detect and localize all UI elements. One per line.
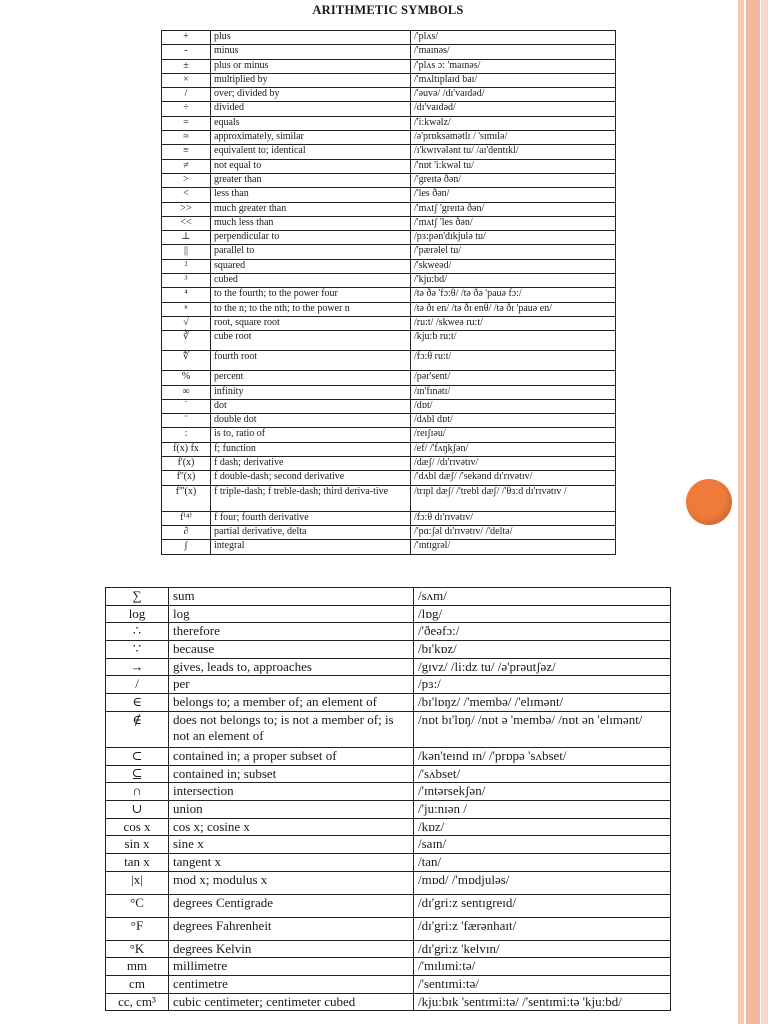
pronunciation-cell: /kju:bɪk 'sentɪmi:tə/ /'sentɪmi:tə 'kju:bd/ — [414, 993, 671, 1011]
table-row — [106, 818, 671, 836]
meaning-cell: degrees Kelvin — [169, 940, 414, 958]
table-row — [106, 747, 671, 765]
table-row — [162, 31, 616, 45]
pronunciation-cell: /reɪʃɪəu/ — [411, 428, 616, 442]
symbol-cell: ∫ — [162, 540, 211, 554]
table-row — [162, 540, 616, 554]
meaning-cell: intersection — [169, 783, 414, 801]
table-row — [162, 442, 616, 456]
symbol-cell: ∵ — [106, 641, 169, 659]
table-row — [162, 131, 616, 145]
symbol-cell: °C — [106, 894, 169, 917]
pronunciation-cell: /'plʌs ɔ: 'maɪnəs/ — [411, 59, 616, 73]
meaning-cell: infinity — [211, 385, 411, 399]
symbol-cell: ∪ — [106, 800, 169, 818]
pronunciation-cell: /'mʌltɪplaɪd baɪ/ — [411, 73, 616, 87]
pronunciation-cell: /'mɪlɪmi:tə/ — [414, 958, 671, 976]
table-row — [162, 116, 616, 130]
pronunciation-cell: /dɪ'gri:z 'færənhaɪt/ — [414, 917, 671, 940]
pronunciation-cell: /trɪpl dæʃ/ /'trebl dæʃ/ /'θɜ:d dɪ'rɪvətɪv / — [411, 485, 616, 511]
meaning-cell: approximately, similar — [211, 131, 411, 145]
pronunciation-cell: /ɪ'kwɪvələnt tu/ /aɪ'dentɪkl/ — [411, 145, 616, 159]
meaning-cell: contained in; subset — [169, 765, 414, 783]
meaning-cell: mod x; modulus x — [169, 871, 414, 894]
pronunciation-cell: /'plʌs/ — [411, 31, 616, 45]
symbol-cell: f'(x) — [162, 457, 211, 471]
pronunciation-cell: /'ɪntərsekʃən/ — [414, 783, 671, 801]
symbol-cell: ∂ — [162, 525, 211, 539]
orange-circle-ornament — [686, 479, 732, 525]
pronunciation-cell: /kju:b ru:t/ — [411, 331, 616, 351]
pronunciation-cell: /'əuvə/ /dɪ'vaɪdəd/ — [411, 88, 616, 102]
pronunciation-cell: /'maɪnəs/ — [411, 45, 616, 59]
pronunciation-cell: /dɪ'gri:z sentɪgreɪd/ — [414, 894, 671, 917]
symbol-cell: ∈ — [106, 694, 169, 712]
pronunciation-cell: /'pɑ:ʃəl dɪ'rɪvətɪv/ /'deltə/ — [411, 525, 616, 539]
meaning-cell: to the fourth; to the power four — [211, 288, 411, 302]
math-symbols-table — [105, 587, 671, 1011]
meaning-cell: integral — [211, 540, 411, 554]
symbol-cell: tan x — [106, 853, 169, 871]
pronunciation-cell: /'ðeəfɔ:/ — [414, 623, 671, 641]
symbol-cell: √ — [162, 316, 211, 330]
meaning-cell: union — [169, 800, 414, 818]
meaning-cell: minus — [211, 45, 411, 59]
pronunciation-cell: /'sʌbset/ — [414, 765, 671, 783]
symbol-cell: ⊆ — [106, 765, 169, 783]
pronunciation-cell: /pər'sent/ — [411, 371, 616, 385]
meaning-cell: does not belongs to; is not a member of; is not an element of — [169, 711, 414, 747]
symbol-cell: °K — [106, 940, 169, 958]
table-row — [162, 316, 616, 330]
table-row — [106, 711, 671, 747]
table-row — [162, 428, 616, 442]
meaning-cell: contained in; a proper subset of — [169, 747, 414, 765]
symbol-cell: ⁿ — [162, 302, 211, 316]
meaning-cell: to the n; to the nth; to the power n — [211, 302, 411, 316]
table-row — [106, 658, 671, 676]
meaning-cell: f double-dash; second derivative — [211, 471, 411, 485]
pronunciation-cell: /dɪ'vaɪdəd/ — [411, 102, 616, 116]
symbol-cell: cc, cm³ — [106, 993, 169, 1011]
table-row — [162, 485, 616, 511]
decorative-border-strip — [738, 0, 744, 1024]
symbol-cell: cos x — [106, 818, 169, 836]
table-row — [162, 274, 616, 288]
symbol-cell: f''(x) — [162, 471, 211, 485]
symbol-cell: ∩ — [106, 783, 169, 801]
meaning-cell: plus — [211, 31, 411, 45]
meaning-cell: double dot — [211, 414, 411, 428]
table-row — [106, 641, 671, 659]
pronunciation-cell: /'nɒt 'i:kwəl tu/ — [411, 159, 616, 173]
symbol-cell: |x| — [106, 871, 169, 894]
meaning-cell: log — [169, 605, 414, 623]
table-row — [162, 371, 616, 385]
pronunciation-cell: /kɒz/ — [414, 818, 671, 836]
symbol-cell: cm — [106, 976, 169, 994]
meaning-cell: much less than — [211, 216, 411, 230]
table-row — [162, 288, 616, 302]
table-row — [162, 188, 616, 202]
table-row — [162, 73, 616, 87]
meaning-cell: degrees Fahrenheit — [169, 917, 414, 940]
pronunciation-cell: /dɪ'gri:z 'kelvɪn/ — [414, 940, 671, 958]
table-row — [162, 511, 616, 525]
meaning-cell: cubic centimeter; centimeter cubed — [169, 993, 414, 1011]
table-row — [162, 259, 616, 273]
meaning-cell: plus or minus — [211, 59, 411, 73]
meaning-cell: much greater than — [211, 202, 411, 216]
meaning-cell: centimetre — [169, 976, 414, 994]
pronunciation-cell: /tan/ — [414, 853, 671, 871]
table-row — [106, 605, 671, 623]
pronunciation-cell: /'pærəlel tu/ — [411, 245, 616, 259]
symbol-cell: ∉ — [106, 711, 169, 747]
symbol-cell: ¨ — [162, 414, 211, 428]
table-row — [106, 623, 671, 641]
symbol-cell: ∛ — [162, 331, 211, 351]
symbol-cell: mm — [106, 958, 169, 976]
symbol-cell: f(x) fx — [162, 442, 211, 456]
pronunciation-cell: /'sentɪmi:tə/ — [414, 976, 671, 994]
pronunciation-cell: /pɜ:pən'dɪkjulə tu/ — [411, 231, 616, 245]
table-row — [162, 302, 616, 316]
meaning-cell: cube root — [211, 331, 411, 351]
table-row — [162, 331, 616, 351]
table-row — [162, 457, 616, 471]
table-row — [162, 102, 616, 116]
symbol-cell: ∞ — [162, 385, 211, 399]
table-row — [162, 385, 616, 399]
meaning-cell: less than — [211, 188, 411, 202]
symbol-cell: ∴ — [106, 623, 169, 641]
pronunciation-cell: /dʌbl dɒt/ — [411, 414, 616, 428]
symbol-cell: ≈ — [162, 131, 211, 145]
meaning-cell: f triple-dash; f treble-dash; third deriva-tive — [211, 485, 411, 511]
table-row — [106, 958, 671, 976]
symbol-cell: ∜ — [162, 351, 211, 371]
pronunciation-cell: /nɒt bɪ'lɒŋ/ /nɒt ə 'membə/ /nɒt ən 'elɪmənt/ — [414, 711, 671, 747]
meaning-cell: percent — [211, 371, 411, 385]
pronunciation-cell: /bɪ'lɒŋz/ /'membə/ /'elɪmənt/ — [414, 694, 671, 712]
meaning-cell: is to, ratio of — [211, 428, 411, 442]
pronunciation-cell: /gɪvz/ /li:dz tu/ /ə'prəutʃəz/ — [414, 658, 671, 676]
symbol-cell: = — [162, 116, 211, 130]
symbol-cell: : — [162, 428, 211, 442]
meaning-cell: sum — [169, 588, 414, 606]
pronunciation-cell: /mɒd/ /'mɒdjuləs/ — [414, 871, 671, 894]
symbol-cell: < — [162, 188, 211, 202]
table-row — [106, 676, 671, 694]
meaning-cell: perpendicular to — [211, 231, 411, 245]
symbol-cell: || — [162, 245, 211, 259]
meaning-cell: cubed — [211, 274, 411, 288]
symbol-cell: → — [106, 658, 169, 676]
symbol-cell: >> — [162, 202, 211, 216]
pronunciation-cell: /dɒt/ — [411, 399, 616, 413]
meaning-cell: f; function — [211, 442, 411, 456]
meaning-cell: equals — [211, 116, 411, 130]
symbol-cell: sin x — [106, 836, 169, 854]
table-row — [162, 414, 616, 428]
meaning-cell: gives, leads to, approaches — [169, 658, 414, 676]
table-row — [106, 800, 671, 818]
meaning-cell: f four; fourth derivative — [211, 511, 411, 525]
meaning-cell: squared — [211, 259, 411, 273]
table-row — [106, 765, 671, 783]
pronunciation-cell: /pɜ:/ — [414, 676, 671, 694]
meaning-cell: fourth root — [211, 351, 411, 371]
symbol-cell: ³ — [162, 274, 211, 288]
decorative-border-strip — [761, 0, 768, 1024]
table-row — [162, 471, 616, 485]
meaning-cell: sine x — [169, 836, 414, 854]
pronunciation-cell: /ef/ /'fʌŋkʃən/ — [411, 442, 616, 456]
pronunciation-cell: /ru:t/ /skweə ru:t/ — [411, 316, 616, 330]
table-row — [162, 245, 616, 259]
symbol-cell: ≡ — [162, 145, 211, 159]
symbol-cell: f'''(x) — [162, 485, 211, 511]
table-row — [162, 202, 616, 216]
pronunciation-cell: /ɪn'fɪnətɪ/ — [411, 385, 616, 399]
table-row — [162, 525, 616, 539]
symbol-cell: ≠ — [162, 159, 211, 173]
symbol-cell: ⁴ — [162, 288, 211, 302]
table-row — [106, 940, 671, 958]
pronunciation-cell: /ə'prɒksəmətlɪ / 'sɪmɪlə/ — [411, 131, 616, 145]
pronunciation-cell: /saɪn/ — [414, 836, 671, 854]
symbol-cell: ± — [162, 59, 211, 73]
meaning-cell: because — [169, 641, 414, 659]
table-row — [106, 917, 671, 940]
symbol-cell: / — [106, 676, 169, 694]
table-row — [162, 351, 616, 371]
symbol-cell: ∑ — [106, 588, 169, 606]
meaning-cell: therefore — [169, 623, 414, 641]
symbol-cell: ÷ — [162, 102, 211, 116]
symbol-cell: ⊥ — [162, 231, 211, 245]
symbol-cell: f⁽⁴⁾ — [162, 511, 211, 525]
symbol-cell: ˙ — [162, 399, 211, 413]
pronunciation-cell: /'i:kwəlz/ — [411, 116, 616, 130]
pronunciation-cell: /'dʌbl dæʃ/ /'sekənd dɪ'rɪvətɪv/ — [411, 471, 616, 485]
page-title: ARITHMETIC SYMBOLS — [312, 3, 464, 17]
meaning-cell: divided — [211, 102, 411, 116]
meaning-cell: over; divided by — [211, 88, 411, 102]
pronunciation-cell: /fɔ:θ ru:t/ — [411, 351, 616, 371]
table-row — [162, 45, 616, 59]
table-row — [162, 231, 616, 245]
symbol-cell: ² — [162, 259, 211, 273]
table-row — [106, 993, 671, 1011]
meaning-cell: millimetre — [169, 958, 414, 976]
table-row — [106, 836, 671, 854]
pronunciation-cell: /'greɪtə ðən/ — [411, 173, 616, 187]
meaning-cell: equivalent to; identical — [211, 145, 411, 159]
meaning-cell: f dash; derivative — [211, 457, 411, 471]
meaning-cell: partial derivative, delta — [211, 525, 411, 539]
pronunciation-cell: /'mʌtʃ 'greɪtə ðən/ — [411, 202, 616, 216]
pronunciation-cell: /'kju:bd/ — [411, 274, 616, 288]
pronunciation-cell: /'les ðən/ — [411, 188, 616, 202]
decorative-border-strip — [746, 0, 760, 1024]
table-row — [162, 399, 616, 413]
meaning-cell: parallel to — [211, 245, 411, 259]
table-row — [162, 59, 616, 73]
meaning-cell: greater than — [211, 173, 411, 187]
table-row — [162, 173, 616, 187]
symbol-cell: > — [162, 173, 211, 187]
symbol-cell: °F — [106, 917, 169, 940]
pronunciation-cell: /lɒg/ — [414, 605, 671, 623]
meaning-cell: dot — [211, 399, 411, 413]
symbol-cell: << — [162, 216, 211, 230]
pronunciation-cell: /'ɪntɪgrəl/ — [411, 540, 616, 554]
table-row — [162, 216, 616, 230]
meaning-cell: cos x; cosine x — [169, 818, 414, 836]
pronunciation-cell: /'skweəd/ — [411, 259, 616, 273]
pronunciation-cell: /'mʌtʃ 'les ðən/ — [411, 216, 616, 230]
pronunciation-cell: /dæʃ/ /dɪ'rɪvətɪv/ — [411, 457, 616, 471]
table-row — [106, 894, 671, 917]
table-row — [162, 145, 616, 159]
symbol-cell: ⊂ — [106, 747, 169, 765]
meaning-cell: degrees Centigrade — [169, 894, 414, 917]
table-row — [106, 783, 671, 801]
symbol-cell: / — [162, 88, 211, 102]
table-row — [106, 976, 671, 994]
table-row — [162, 159, 616, 173]
arithmetic-symbols-table — [161, 30, 616, 555]
symbol-cell: + — [162, 31, 211, 45]
meaning-cell: tangent x — [169, 853, 414, 871]
pronunciation-cell: /tə ðɪ en/ /tə ðɪ enθ/ /tə ðɪ 'pauə en/ — [411, 302, 616, 316]
meaning-cell: multiplied by — [211, 73, 411, 87]
symbol-cell: × — [162, 73, 211, 87]
meaning-cell: per — [169, 676, 414, 694]
symbol-cell: % — [162, 371, 211, 385]
pronunciation-cell: /tə ðə 'fɔ:θ/ /tə ðə 'pauə fɔ:/ — [411, 288, 616, 302]
symbol-cell: log — [106, 605, 169, 623]
meaning-cell: root, square root — [211, 316, 411, 330]
table-row — [162, 88, 616, 102]
table-row — [106, 871, 671, 894]
pronunciation-cell: /bɪ'kɒz/ — [414, 641, 671, 659]
meaning-cell: belongs to; a member of; an element of — [169, 694, 414, 712]
meaning-cell: not equal to — [211, 159, 411, 173]
pronunciation-cell: /kən'teɪnd ɪn/ /'prɒpə 'sʌbset/ — [414, 747, 671, 765]
pronunciation-cell: /fɔ:θ dɪ'rɪvətɪv/ — [411, 511, 616, 525]
symbol-cell: - — [162, 45, 211, 59]
pronunciation-cell: /'ju:nɪən / — [414, 800, 671, 818]
table-row — [106, 588, 671, 606]
pronunciation-cell: /sʌm/ — [414, 588, 671, 606]
table-row — [106, 853, 671, 871]
table-row — [106, 694, 671, 712]
